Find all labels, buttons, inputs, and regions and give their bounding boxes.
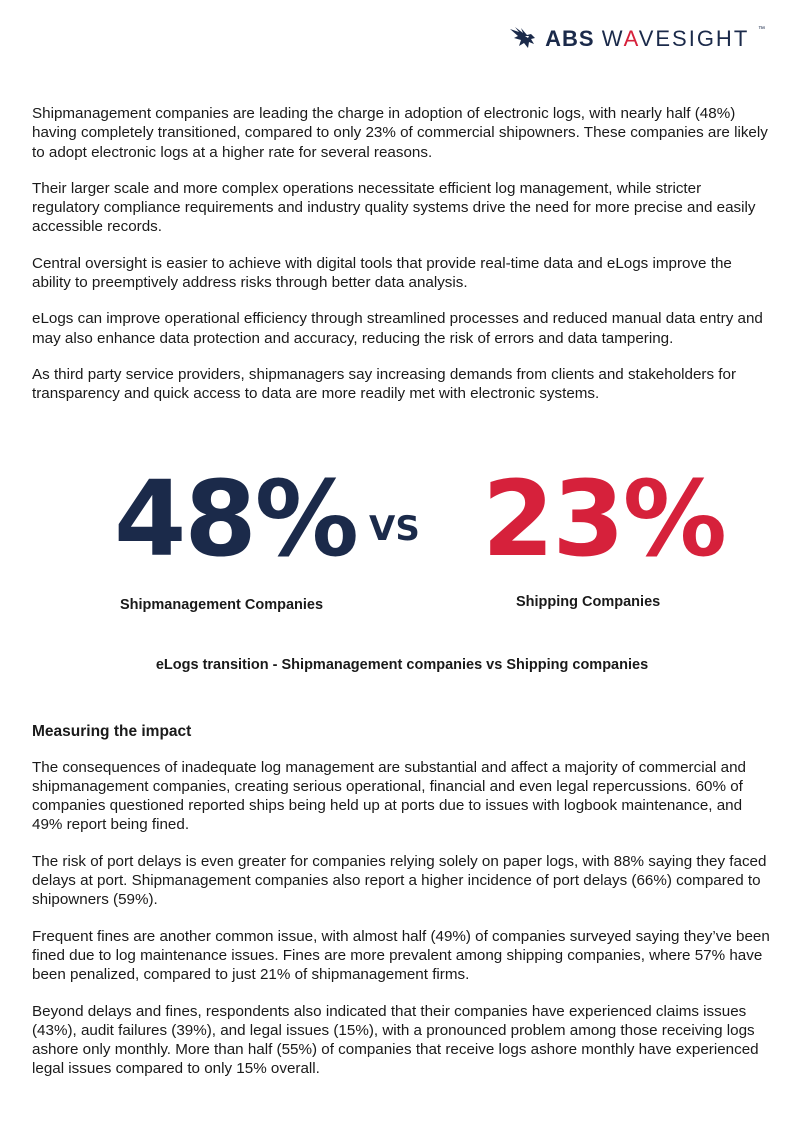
impact-paragraph-4: Beyond delays and fines, respondents also indicated that their companies have experienced claims issues (43%), audit failures (39%), and legal issues (15%), with a pronounced problem among those receiving logs ashore only monthly. More than half (55%) of companies that receive logs ashore monthly have experienced legal issues compared to only 15% overall. [32,1002,759,1078]
logo-abs-text: ABS [545,26,595,51]
logo-w-text: W [601,26,624,51]
brand-wordmark [545,26,766,52]
section-heading: Measuring the impact [32,722,192,740]
impact-paragraph-2: The risk of port delays is even greater for companies relying solely on paper logs, with 88% saying they faced delays at port. Shipmanagement companies also report a higher incidence of port delays (66%) compared to shipowners (59%). [32,852,767,909]
logo-a-text: A [623,26,639,51]
eagle-logo-icon [509,26,539,52]
impact-paragraph-3: Frequent fines are another common issue, with almost half (49%) of companies surveyed saying they’ve been fined due to log maintenance issues. Fines are more prevalent among shipping companies, where 57% have been penalized, compared to just 21% of shipmanagement firms. [32,927,770,984]
intro-paragraph-4: eLogs can improve operational efficiency through streamlined processes and reduced manual data entry and may also enhance data protection and accuracy, reducing the risk of errors and data tampering. [32,310,763,347]
versus-label: VS [369,508,420,549]
elogs-comparison-infographic [32,421,772,691]
shipmanagement-percentage: 48% [114,457,357,580]
intro-paragraph-1: Shipmanagement companies are leading the charge in adoption of electronic logs, with nearly half (48%) having completely transitioned, compared to only 23% of commercial shipowners. These companies are likely to adopt electronic logs at a higher rate for several reasons. [32,105,768,161]
impact-paragraph-1: The consequences of inadequate log management are substantial and affect a majority of commercial and shipmanagement companies, creating serious operational, financial and even legal repercussions. 60% of companies questioned reported ships being held up at ports due to issues with logbook maintenance, and 49% report being fined. [32,758,746,834]
intro-paragraph-5: As third party service providers, shipmanagers say increasing demands from clients and stakeholders for transparency and quick access to data are more readily met with electronic systems. [32,365,737,403]
logo-wave-rest-text: VESIGHT [638,26,749,51]
page-content [32,104,772,1096]
brand-logo [509,26,766,52]
shipmanagement-label: Shipmanagement Companies [120,596,324,613]
shipping-percentage: 23% [482,457,725,580]
shipping-label: Shipping Companies [516,593,661,610]
trademark-symbol: ™ [758,26,766,33]
intro-paragraph-2: Their larger scale and more complex operations necessitate efficient log management, while stricter regulatory compliance requirements and industry quality systems drive the need for more precise and easily accessible records. [32,179,756,236]
intro-paragraph-3: Central oversight is easier to achieve with digital tools that provide real-time data and eLogs improve the ability to preemptively address risks through better data analysis. [32,254,732,292]
comparison-caption: eLogs transition - Shipmanagement companies vs Shipping companies [155,656,649,673]
